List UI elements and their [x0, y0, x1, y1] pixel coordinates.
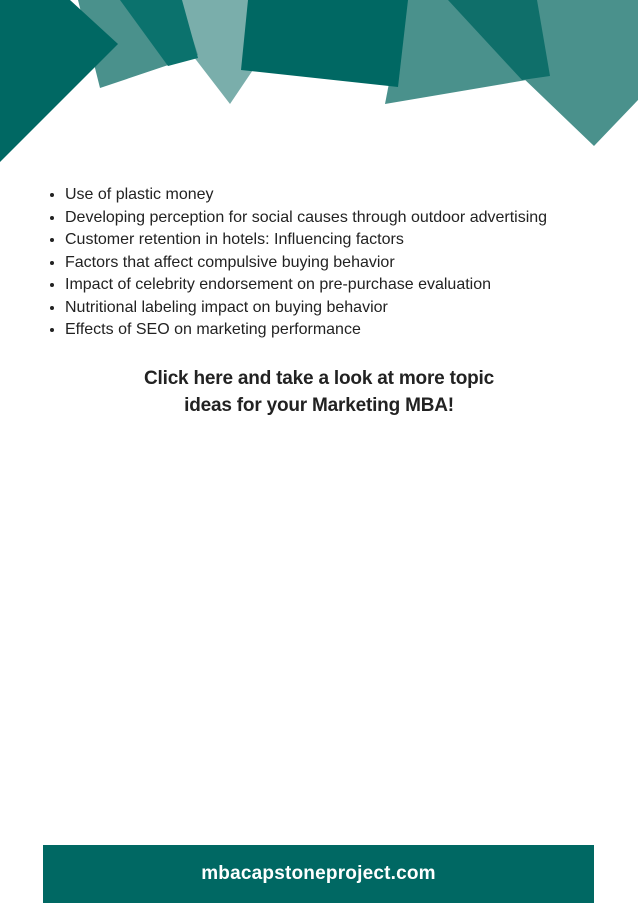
topic-list	[45, 184, 638, 342]
list-item: • Use of plastic money	[65, 184, 638, 207]
more-topics-link[interactable]	[0, 365, 638, 419]
header-decorative-shapes	[0, 0, 638, 170]
shape-dark-center	[241, 0, 408, 87]
footer-bar	[43, 845, 594, 903]
list-item: • Factors that affect compulsive buying behavior	[65, 252, 638, 275]
list-item: • Effects of SEO on marketing performance	[65, 319, 638, 342]
footer-site-link[interactable]: mbacapstoneproject.com	[201, 863, 436, 884]
list-item: • Impact of celebrity endorsement on pre-purchase evaluation	[65, 274, 638, 297]
list-item: • Customer retention in hotels: Influencing factors	[65, 229, 638, 252]
list-item: • Developing perception for social causes through outdoor advertising	[65, 207, 638, 230]
cta-line-1: Click here and take a look at more topic	[144, 368, 494, 389]
cta-line-2: ideas for your Marketing MBA!	[184, 395, 454, 416]
list-item: • Nutritional labeling impact on buying behavior	[65, 297, 638, 320]
